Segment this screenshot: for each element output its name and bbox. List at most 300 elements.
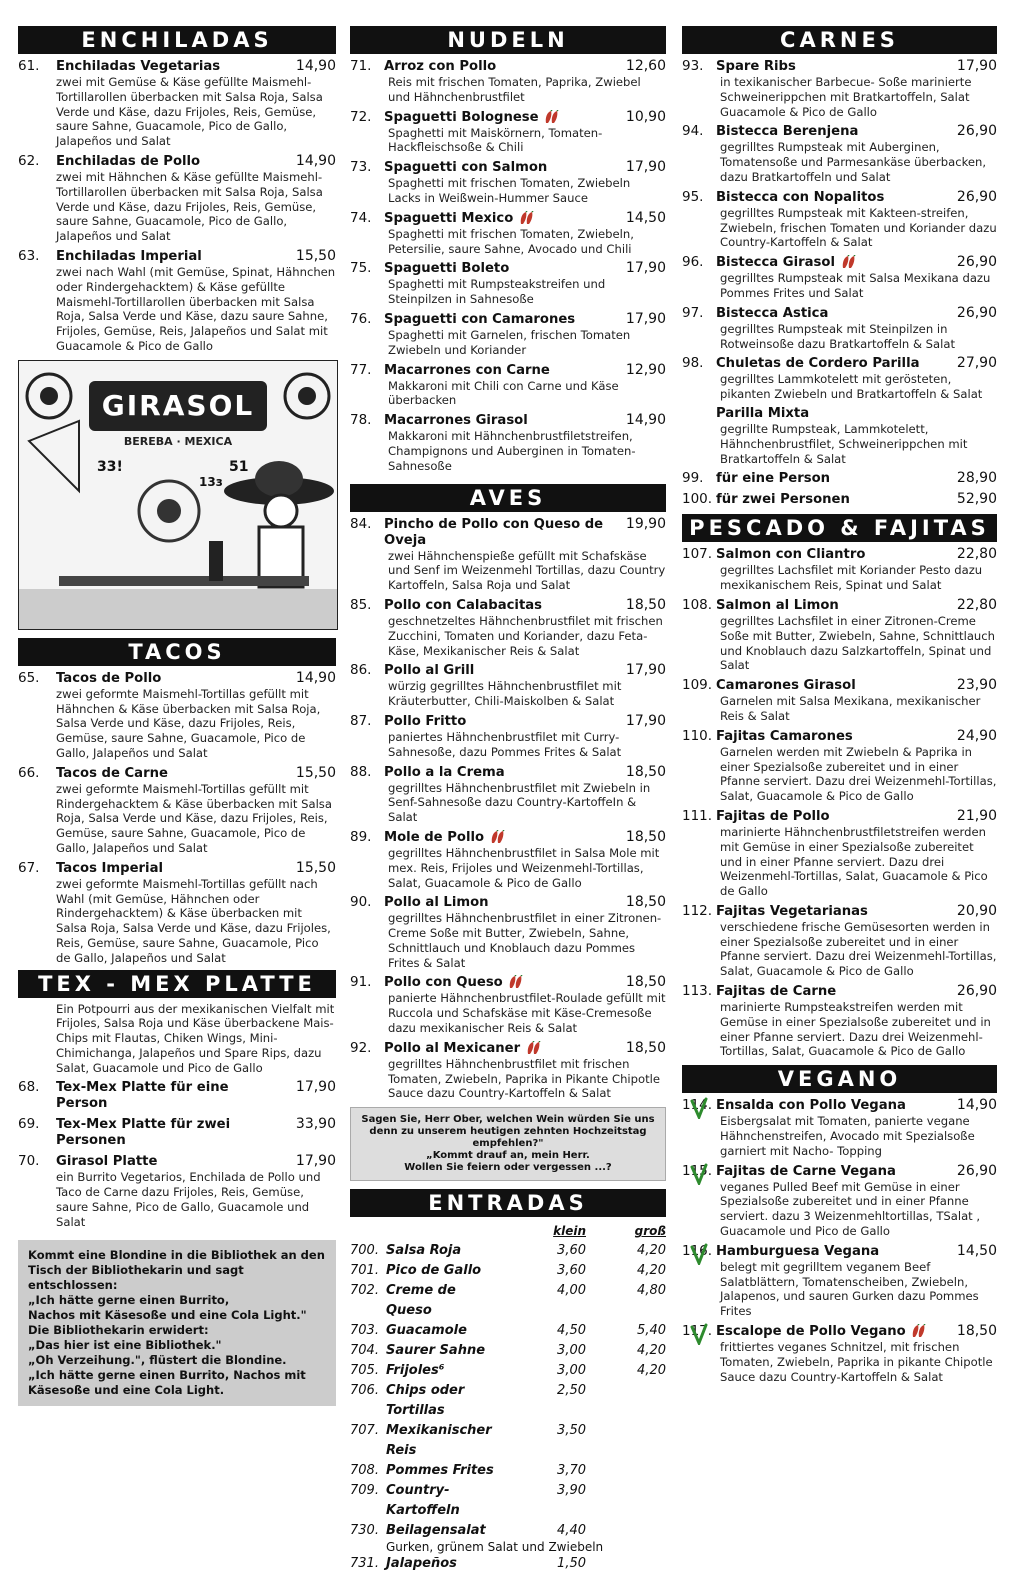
- entrada-row: [350, 1361, 666, 1381]
- menu-item: [18, 58, 336, 149]
- item-desc: Spaghetti mit Garnelen, frischen Tomaten Zwiebeln und Koriander: [388, 327, 631, 357]
- menu-item: [682, 58, 997, 119]
- item-price: 17,90: [295, 1079, 336, 1096]
- item-desc: gegrilltes Hähnchenbrustfilet in einer Zitronen-Creme Soße mit Butter, Zwiebeln, Sahne, Schnittlauch und Knoblauch dazu Pommes Frites & Salat: [388, 911, 662, 970]
- item-number: 63.: [18, 247, 40, 264]
- item-name: Enchiladas Vegetarias: [56, 59, 221, 74]
- item-desc: in texikanischer Barbecue- Soße marinierte Schweinerippchen mit Bratkartoffeln, Salat Guacamole & Pico de Gallo: [720, 75, 972, 119]
- item-name: Fajitas Vegetarianas: [716, 903, 868, 919]
- texmex-list: [18, 1079, 336, 1229]
- item-name: Pollo al Grill: [384, 663, 475, 679]
- item-name: Frijoles⁶: [386, 1363, 445, 1379]
- entrada-row: [350, 1281, 666, 1321]
- vegan-leaf-icon: [690, 1323, 708, 1345]
- item-price: 14,50: [956, 1242, 997, 1259]
- price-klein: 4,00: [557, 1283, 586, 1299]
- item-number: 700.: [350, 1243, 379, 1259]
- menu-item: [682, 491, 997, 508]
- item-name: Arroz con Pollo: [384, 59, 497, 74]
- item-name: Tex-Mex Platte für eine Person: [56, 1080, 229, 1112]
- menu-item: [18, 860, 336, 966]
- item-name: Spaguetti con Salmon: [384, 160, 548, 176]
- item-price: 14,90: [625, 412, 666, 429]
- item-desc: Spaghetti mit Maiskörnern, Tomaten-Hackfleischsoße & Chili: [388, 125, 603, 155]
- item-number: 70.: [18, 1153, 40, 1170]
- item-price: 10,90: [625, 108, 666, 125]
- entrada-row: [350, 1381, 666, 1421]
- menu-item: [682, 983, 997, 1059]
- entrada-row: [350, 1461, 666, 1481]
- section-header-carnes: CARNES: [682, 26, 997, 54]
- item-price: 22,80: [956, 546, 997, 563]
- entrada-row: [350, 1241, 666, 1261]
- entrada-row: [350, 1481, 666, 1521]
- item-desc: veganes Pulled Beef mit Gemüse in einer Spezialsoße zubereitet und in einer Pfanne serviert. dazu 3 Weizenmehltortillas, TSalat , Guacamole und Pico de Gallo: [720, 1179, 981, 1239]
- section-header-tacos: TACOS: [18, 638, 336, 666]
- item-number: 75.: [350, 260, 372, 277]
- item-price: 21,90: [956, 807, 997, 824]
- texmex-intro: Ein Potpourri aus der mexikanischen Vielfalt mit Frijoles, Salsa Roja und Käse überbackene Mais-Chips mit Flautas, Chiken Wings, Mini-Chimichanga, Jalapeños und Spare Rips, dazu Salat, Guacamole und Pico de Gallo: [56, 1001, 335, 1075]
- price-gross: 4,20: [637, 1363, 666, 1379]
- menu-item: [682, 597, 997, 673]
- head-klein: klein: [553, 1224, 586, 1239]
- menu-item: [682, 546, 997, 593]
- menu-item: [350, 894, 666, 970]
- item-name: Enchiladas Imperial: [56, 248, 202, 264]
- item-name: Mole de Pollo: [384, 829, 485, 845]
- item-desc: zwei geformte Maismehl-Tortillas gefüllt nach Wahl (mit Gemüse, Hähnchen oder Rindergehacktem) & Käse überbacken mit Salsa Roja, Salsa Verde und Käse, dazu Frijoles, Reis, Gemüse, saure Sahne, Guacamole, Pico de Gallo, Jalapeños und Salat: [56, 876, 331, 965]
- item-name: Beilagensalat: [386, 1523, 486, 1539]
- item-name: Pollo con Calabacitas: [384, 597, 542, 613]
- price-gross: 5,40: [637, 1323, 666, 1339]
- item-desc: gegrillte Rumpsteak, Lammkotelett, Hähnchenbrustfilet, Schweinerippchen mit Bratkartoffeln & Salat: [720, 421, 968, 466]
- item-name: Spaguetti Boleto: [384, 261, 510, 277]
- item-name: Enchiladas de Pollo: [56, 153, 201, 169]
- joke-line: „Das hier ist eine Bibliothek.": [28, 1337, 222, 1352]
- menu-item: [350, 362, 666, 409]
- item-number: 97.: [682, 304, 704, 321]
- item-number: 115.: [682, 1162, 713, 1179]
- item-number: 108.: [682, 596, 713, 613]
- item-price: 14,50: [625, 209, 666, 226]
- chili-icon: [543, 110, 563, 124]
- item-number: 93.: [682, 58, 704, 74]
- menu-item: [682, 123, 997, 184]
- item-desc: gegrilltes Hähnchenbrustfilet mit frischen Tomaten, Zwiebeln, Paprika in Pikante Chipotle Sauce dazu Country-Kartoffeln & Salat: [388, 1056, 660, 1101]
- item-desc: Garnelen mit Salsa Mexikana, mexikanischer Reis & Salat: [720, 694, 981, 723]
- item-price: 18,50: [625, 894, 666, 911]
- chili-icon: [840, 255, 860, 269]
- item-name: Country- Kartoffeln: [386, 1483, 460, 1519]
- entradas-col-headers: [350, 1221, 666, 1241]
- item-name: Pico de Gallo: [386, 1263, 482, 1279]
- item-price: 18,50: [956, 1323, 997, 1340]
- item-number: 730.: [350, 1523, 379, 1539]
- item-number: 61.: [18, 58, 40, 74]
- item-price: 14,90: [295, 58, 336, 74]
- item-desc: marinierte Hähnchenbrustfiletstreifen werden mit Gemüse in einer Spezialsoße zubereitet und in einer Pfanne serviert. Dazu drei Weizenmehl-Tortillas, Salat, Guacamole & Pico de Gallo: [720, 824, 988, 899]
- item-desc: zwei geformte Maismehl-Tortillas gefüllt mit Rindergehacktem & Käse überbacken mit Salsa Roja, Salsa Verde und Käse, dazu Frijoles, Reis, Gemüse, saure Sahne, Guacamole, Pico de Gallo, Jalapeños und Salat: [56, 781, 332, 855]
- item-price: 17,90: [625, 260, 666, 277]
- menu-item: [350, 829, 666, 890]
- menu-item: [682, 254, 997, 301]
- menu-item: [18, 765, 336, 856]
- vegan-leaf-icon: [690, 1243, 708, 1265]
- enchiladas-list: [18, 58, 336, 354]
- item-number: 86.: [350, 662, 372, 679]
- item-name: Pollo al Mexicaner: [384, 1040, 521, 1056]
- item-number: 77.: [350, 361, 372, 378]
- item-price: 26,90: [956, 254, 997, 271]
- item-name: Pollo Fritto: [384, 713, 467, 729]
- item-name: Bistecca Girasol: [716, 255, 835, 271]
- item-number: 117.: [682, 1323, 713, 1340]
- item-desc: gegrilltes Rumpsteak mit Kakteen-streifen, Zwiebeln, frischen Tomaten und Koriander dazu Country-Kartoffeln & Salat: [720, 205, 997, 250]
- price-klein: 4,50: [557, 1323, 586, 1339]
- parilla-mixta-options: [682, 470, 997, 508]
- item-desc: gegrilltes Rumpsteak mit Auberginen, Tomatensoße und Parmesankäse überbacken, dazu Bratkartoffeln und Salat: [720, 140, 987, 184]
- item-name: Bistecca Astica: [716, 305, 829, 321]
- menu-item: [350, 662, 666, 709]
- item-name: Fajitas de Carne: [716, 984, 837, 1000]
- item-desc: gegrilltes Lachsfilet mit Koriander Pesto dazu mexikanischem Reis, Spinat und Salat: [720, 563, 983, 593]
- item-number: 702.: [350, 1283, 379, 1299]
- section-header-aves: AVES: [350, 484, 666, 512]
- price-klein: 3,60: [557, 1263, 586, 1279]
- item-price: 4,40: [557, 1523, 586, 1539]
- item-price: 18,50: [625, 596, 666, 613]
- item-name: Creme de Queso: [386, 1283, 456, 1319]
- menu-item: [350, 764, 666, 825]
- chili-icon: [489, 830, 509, 844]
- carnes-list: [682, 58, 997, 402]
- item-number: 704.: [350, 1343, 379, 1359]
- menu-item: [682, 728, 997, 804]
- item-price: 24,90: [956, 727, 997, 744]
- menu-item: [350, 412, 666, 473]
- poster-number-2: 51: [229, 458, 249, 475]
- item-desc: Spaghetti mit frischen Tomaten, Zwiebeln, Petersilie, saure Sahne, Avocado und Chili: [388, 226, 634, 256]
- item-desc: Eisbergsalat mit Tomaten, panierte vegane Hähnchenstreifen, Avocado mit Spezialsoße garniert mit Nacho- Topping: [720, 1114, 975, 1158]
- entradas-list: [350, 1241, 666, 1381]
- menu-item: [350, 597, 666, 658]
- item-desc: frittiertes veganes Schnitzel, mit frischen Tomaten, Zwiebeln, Paprika in pikante Chipotle Sauce dazu Country-Kartoffeln & Salat: [720, 1340, 993, 1384]
- section-header-vegano: VEGANO: [682, 1065, 997, 1093]
- item-name: Chuletas de Cordero Parilla: [716, 356, 920, 372]
- item-name: Spaguetti Bolognese: [384, 109, 539, 125]
- menu-item: [350, 311, 666, 358]
- menu-item: [350, 260, 666, 307]
- section-header-texmex: TEX - MEX PLATTE: [18, 970, 336, 998]
- item-number: 100.: [682, 491, 713, 508]
- menu-item: [350, 159, 666, 206]
- item-name: Salmon al Limon: [716, 597, 839, 613]
- entradas-table: [350, 1221, 666, 1574]
- column-right: [682, 26, 997, 1388]
- item-price: 52,90: [956, 491, 997, 508]
- entrada-row: [350, 1421, 666, 1461]
- menu-item: [350, 516, 666, 593]
- item-number: 73.: [350, 159, 372, 176]
- item-price: 14,90: [956, 1097, 997, 1114]
- item-name: Pollo al Limon: [384, 895, 489, 911]
- joke-wine: [350, 1107, 666, 1181]
- item-number: 62.: [18, 152, 40, 169]
- item-desc: Makkaroni mit Hähnchenbrustfiletstreifen, Champignons und Auberginen in Tomaten-Sahnesoße: [388, 429, 636, 473]
- menu-item: [682, 305, 997, 352]
- item-name: Macarrones Girasol: [384, 413, 528, 429]
- entrada-row: [350, 1261, 666, 1281]
- item-price: 17,90: [625, 310, 666, 327]
- item-name: für zwei Personen: [716, 492, 850, 508]
- joke-line: Kommt eine Blondine in die Bibliothek an den Tisch der Bibliothekarin und sagt entschlossen:: [28, 1247, 325, 1292]
- item-price: 12,60: [625, 58, 666, 74]
- item-name: Escalope de Pollo Vegano: [716, 1324, 906, 1340]
- menu-item: [682, 808, 997, 899]
- joke-line: „Ich hätte gerne einen Burrito,: [28, 1292, 230, 1307]
- column-left: [18, 26, 336, 1406]
- item-price: 18,50: [625, 828, 666, 845]
- joke-line: Nachos mit Käsesoße und eine Cola Light.": [28, 1307, 307, 1322]
- joke-blonde: [18, 1240, 336, 1406]
- item-number: 72.: [350, 108, 372, 125]
- item-number: 90.: [350, 894, 372, 911]
- menu-item: [18, 248, 336, 354]
- entrada-row: [350, 1554, 666, 1574]
- item-desc: verschiedene frische Gemüsesorten werden in einer Spezialsoße zubereitet und in einer Pfanne serviert. Dazu drei Weizenmehl-Tortillas, Salat, Guacamole & Pico de Gallo: [720, 919, 997, 979]
- item-name: Spaguetti Mexico: [384, 210, 514, 226]
- item-price: 27,90: [956, 355, 997, 372]
- item-price: 15,50: [295, 247, 336, 264]
- item-price: 17,90: [625, 712, 666, 729]
- item-desc: gegrilltes Hähnchenbrustfilet in Salsa Mole mit mex. Reis, Frijoles und Weizenmehl-Tortillas, Salat, Guacamole & Pico de Gallo: [388, 845, 660, 890]
- price-gross: 4,80: [637, 1283, 666, 1299]
- tacos-list: [18, 670, 336, 966]
- item-number: 89.: [350, 828, 372, 845]
- item-number: 71.: [350, 58, 372, 74]
- item-number: 69.: [18, 1116, 40, 1133]
- item-number: 88.: [350, 763, 372, 780]
- item-price: 26,90: [956, 983, 997, 1000]
- item-desc: gegrilltes Lachsfilet in einer Zitronen-Creme Soße mit Butter, Zwiebeln, Sahne, Schnittlauch und Knoblauch dazu Salzkartoffeln, Spinat und Salat: [720, 613, 995, 673]
- vegano-list: [682, 1097, 997, 1384]
- price-klein: 3,00: [557, 1363, 586, 1379]
- item-price: 2,50: [557, 1383, 586, 1399]
- poster-title: GIRASOL: [101, 388, 255, 422]
- item-name: Salmon con Cliantro: [716, 547, 866, 563]
- item-name: Tacos de Pollo: [56, 670, 162, 686]
- price-klein: 3,60: [557, 1243, 586, 1259]
- item-name: Bistecca Berenjena: [716, 124, 859, 140]
- item-price: 26,90: [956, 188, 997, 205]
- item-name: Pincho de Pollo con Queso de Oveja: [384, 516, 604, 548]
- item-number: 111.: [682, 807, 713, 824]
- menu-item: [682, 189, 997, 250]
- item-price: 22,80: [956, 596, 997, 613]
- girasol-poster: [18, 360, 338, 630]
- item-number: 74.: [350, 209, 372, 226]
- menu-item: [350, 109, 666, 156]
- joke-line: „Oh Verzeihung.", flüstert die Blondine.: [28, 1352, 287, 1367]
- item-number: 701.: [350, 1263, 379, 1279]
- item-name: Pollo con Queso: [384, 975, 503, 991]
- head-gross: groß: [634, 1224, 666, 1239]
- item-name: Tacos de Carne: [56, 765, 168, 781]
- menu-item: [682, 1243, 997, 1319]
- item-price: 14,90: [295, 669, 336, 686]
- chili-icon: [525, 1041, 545, 1055]
- price-gross: 4,20: [637, 1263, 666, 1279]
- item-price: 19,90: [625, 515, 666, 532]
- item-desc: Garnelen werden mit Zwiebeln & Paprika in einer Spezialsoße zubereitet und in einer Pfanne serviert. Dazu drei Weizenmehl-Tortillas, Salat, Guacamole & Pico de Gallo: [720, 744, 997, 804]
- item-name: Guacamole: [386, 1323, 467, 1339]
- item-desc: Makkaroni mit Chili con Carne und Käse überbacken: [388, 378, 619, 408]
- item-price: 1,50: [557, 1556, 586, 1572]
- item-price: 14,90: [295, 152, 336, 169]
- item-price: 18,50: [625, 763, 666, 780]
- poster-subtitle: BEREBA · MEXICA: [123, 434, 233, 448]
- item-price: 3,70: [557, 1463, 586, 1479]
- item-desc: geschnetzeltes Hähnchenbrustfilet mit frischen Zucchini, Tomaten und Koriander, dazu Feta-Käse, Mexikanischer Reis & Salat: [388, 613, 663, 658]
- menu-item: [682, 1097, 997, 1158]
- menu-item: [18, 153, 336, 244]
- item-price: 18,50: [625, 1039, 666, 1056]
- item-price: 18,50: [625, 974, 666, 991]
- item-number: 703.: [350, 1323, 379, 1339]
- item-name: Macarrones con Carne: [384, 362, 550, 378]
- item-number: 84.: [350, 515, 372, 532]
- item-price: 28,90: [956, 470, 997, 487]
- section-header-nudeln: NUDELN: [350, 26, 666, 54]
- item-number: 78.: [350, 412, 372, 429]
- menu-item: [18, 1079, 336, 1112]
- item-price: 17,90: [956, 58, 997, 74]
- chili-icon: [910, 1324, 930, 1338]
- entrada-row: [350, 1321, 666, 1341]
- item-name: Ensalda con Pollo Vegana: [716, 1098, 906, 1114]
- joke-line: „Ich hätte gerne einen Burrito, Nachos mit Käsesoße und eine Cola Light.: [28, 1367, 306, 1397]
- menu-item: [682, 1163, 997, 1239]
- menu-item: [682, 1323, 997, 1384]
- item-name: Fajitas de Pollo: [716, 808, 830, 824]
- item-name: Jalapeños: [386, 1556, 457, 1572]
- item-name: Salsa Roja: [386, 1243, 462, 1259]
- menu-item: [350, 210, 666, 257]
- item-number: 113.: [682, 983, 713, 1000]
- item-name: Bistecca con Nopalitos: [716, 189, 885, 205]
- item-price: 26,90: [956, 123, 997, 140]
- vegan-leaf-icon: [690, 1097, 708, 1119]
- item-desc: gegrilltes Lammkotelett mit gerösteten, pikanten Zwiebeln und Bratkartoffeln & Salat: [720, 372, 983, 402]
- item-price: 12,90: [625, 361, 666, 378]
- item-number: 731.: [350, 1556, 379, 1572]
- menu-item: [18, 670, 336, 761]
- item-desc: zwei nach Wahl (mit Gemüse, Spinat, Hähnchen oder Rindergehacktem) & Käse gefüllte Maismehl-Tortillarollen überbacken mit Salsa Roja, Salsa Verde und Käse, dazu saure Sahne, Frijoles, Gemüse, Reis, Jalapeños und Salat mit Guacamole & Pico de Gallo: [56, 264, 336, 353]
- item-price: 23,90: [956, 677, 997, 694]
- entrada-row: [350, 1341, 666, 1361]
- item-name: Fajitas Camarones: [716, 728, 853, 744]
- item-number: 67.: [18, 859, 40, 876]
- item-number: 708.: [350, 1463, 379, 1479]
- item-name: Chips oder Tortillas: [386, 1383, 465, 1419]
- joke-line: Wollen Sie feiern oder vergessen ...?: [404, 1162, 612, 1174]
- joke-line: „Kommt drauf an, mein Herr.: [426, 1150, 590, 1162]
- item-desc: Spaghetti mit frischen Tomaten, Zwiebeln Lacks in Weißwein-Hummer Sauce: [388, 176, 631, 205]
- item-number: 76.: [350, 310, 372, 327]
- entradas-single-list: [350, 1381, 666, 1574]
- item-number: 114.: [682, 1097, 713, 1114]
- item-desc: paniertes Hähnchenbrustfilet mit Curry-Sahnesoße, dazu Pommes Frites & Salat: [388, 729, 622, 759]
- item-name: für eine Person: [716, 471, 831, 487]
- section-header-enchiladas: ENCHILADAS: [18, 26, 336, 54]
- item-number: 85.: [350, 596, 372, 613]
- section-header-entradas: ENTRADAS: [350, 1189, 666, 1217]
- item-number: 110.: [682, 727, 713, 744]
- item-desc: Spaghetti mit Rumpsteakstreifen und Steinpilzen in Sahnesoße: [388, 277, 606, 307]
- item-number: 707.: [350, 1423, 379, 1439]
- price-klein: 3,00: [557, 1343, 586, 1359]
- item-price: 26,90: [956, 304, 997, 321]
- item-number: 705.: [350, 1363, 379, 1379]
- item-name: Hamburguesa Vegana: [716, 1243, 880, 1259]
- item-desc: ein Burrito Vegetarios, Enchilada de Pollo und Taco de Carne dazu Frijoles, Reis, Gemüse, saure Sahne, Pico de Gallo, Guacamole und Salat: [56, 1170, 321, 1229]
- item-number: 99.: [682, 470, 704, 487]
- item-name: Fajitas de Carne Vegana: [716, 1163, 896, 1179]
- item-number: 65.: [18, 669, 40, 686]
- item-number: 96.: [682, 254, 704, 271]
- item-number: 87.: [350, 712, 372, 729]
- item-number: 92.: [350, 1039, 372, 1056]
- item-number: 709.: [350, 1483, 379, 1499]
- poster-number-1: 33!: [97, 458, 123, 475]
- item-name: Pollo a la Crema: [384, 764, 505, 780]
- item-name: Parilla Mixta: [716, 405, 810, 421]
- price-gross: 4,20: [637, 1243, 666, 1259]
- item-name: Tacos Imperial: [56, 860, 163, 876]
- item-name: Pommes Frites: [386, 1463, 494, 1479]
- joke-line: Sagen Sie, Herr Ober, welchen Wein würden Sie uns denn zu unserem heutigen zehnten Hochzeitstag empfehlen?": [361, 1114, 655, 1150]
- vegan-leaf-icon: [690, 1163, 708, 1185]
- item-number: 94.: [682, 123, 704, 140]
- aves-list: [350, 516, 666, 1102]
- item-desc: belegt mit gegrilltem veganem Beef Salatblättern, Tomatenscheiben, Zwiebeln, Jalapenos, und sauren Gurken dazu Pommes Frites: [720, 1259, 979, 1319]
- item-price: 3,50: [557, 1423, 586, 1439]
- item-desc: marinierte Rumpsteakstreifen werden mit Gemüse in einer Spezialsoße zubereitet und in einer Pfanne serviert. Dazu drei Weizenmehl-Tortillas, Salat, Guacamole & Pico de Gallo: [720, 1000, 991, 1059]
- item-number: 706.: [350, 1383, 379, 1399]
- item-number: 109.: [682, 677, 713, 694]
- item-price: 15,50: [295, 859, 336, 876]
- menu-item: [350, 1040, 666, 1101]
- item-name: Spare Ribs: [716, 59, 796, 74]
- item-price: 17,90: [295, 1153, 336, 1170]
- menu-item-parilla-mixta: [682, 406, 997, 466]
- joke-line: Die Bibliothekarin erwidert:: [28, 1322, 209, 1337]
- item-price: 20,90: [956, 902, 997, 919]
- menu-item: [682, 903, 997, 979]
- pescado-list: [682, 546, 997, 1059]
- item-desc: zwei mit Gemüse & Käse gefüllte Maismehl-Tortillarollen überbacken mit Salsa Roja, Salsa Verde und Käse, dazu Frijoles, Reis, Gemüse, saure Sahne, Guacamole, Pico de Gallo, Jalapeños und Salat: [56, 75, 323, 149]
- item-number: 68.: [18, 1079, 40, 1096]
- item-name: Saurer Sahne: [386, 1343, 486, 1359]
- item-desc: Gurken, grünem Salat und Zwiebeln: [386, 1540, 604, 1555]
- item-desc: gegrilltes Hähnchenbrustfilet mit Zwiebeln in Senf-Sahnesoße dazu Country-KartoffeIn & Salat: [388, 780, 651, 825]
- item-desc: gegrilltes Rumpsteak mit Steinpilzen in Rotweinsoße dazu Bratkartoffeln & Salat: [720, 321, 956, 351]
- chili-icon: [507, 975, 527, 989]
- item-name: Camarones Girasol: [716, 678, 856, 694]
- menu-item: [682, 470, 997, 487]
- item-number: 98.: [682, 355, 704, 372]
- menu-item: [350, 713, 666, 760]
